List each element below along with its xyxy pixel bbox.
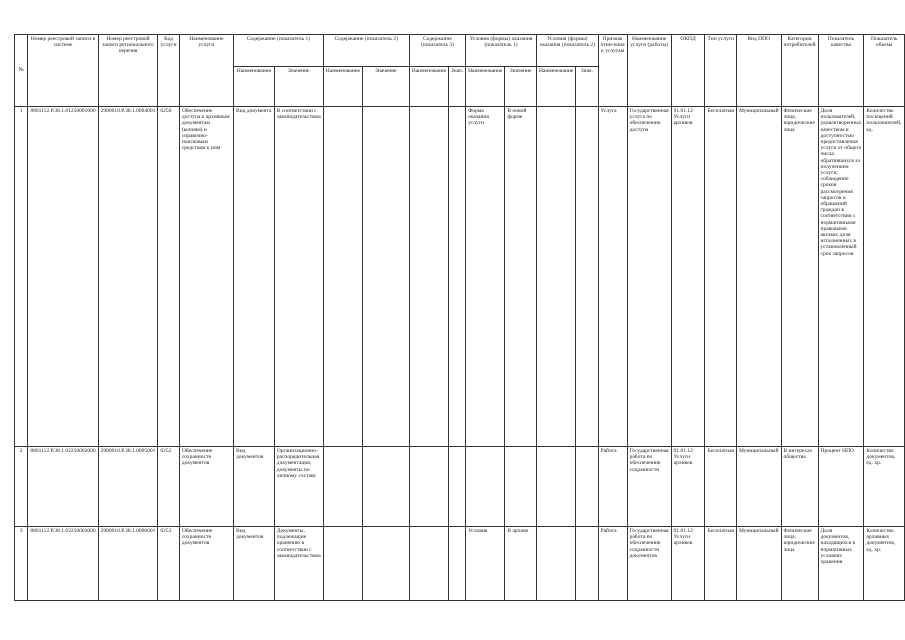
subheader-cond2-name: Наименование <box>536 67 575 107</box>
cell-service-name: Обеспечение доступа к архивным документам (копиям) и справочно-поисковым средствам к ним <box>179 107 233 447</box>
cell-quality: Доля документов, находящихся в нормативных условиях хранения <box>818 527 864 601</box>
cell-category: Физические лица, юридические лица <box>781 527 818 601</box>
cell-ppo: Муниципальный <box>736 527 781 601</box>
cell-okpd: 91.01.12 Услуги архивов <box>671 107 705 447</box>
cell-reg-num-regional: 2980010.P.38.1.0004001 <box>98 107 158 447</box>
cell-volume: Количество посещений пользователей, ед. <box>864 107 905 447</box>
cell-reg-num-regional: 2980010.P.38.1.0005001 <box>98 447 158 527</box>
cell-no: 1 <box>15 107 28 447</box>
cell-cond2-value <box>576 107 598 447</box>
header-quality: Показатель качества <box>818 35 864 107</box>
cell-c1-value: В соответствии с законодательством <box>274 107 323 447</box>
cell-okved: Государственная услуга по обеспечению доступа <box>627 107 671 447</box>
cell-c2-value <box>363 107 410 447</box>
header-cond2: Условия (формы) оказания (показатель 2) <box>536 35 598 67</box>
cell-type: Работа <box>598 527 627 601</box>
cell-okpd: 91.01.12 Услуги архивов <box>671 447 705 527</box>
cell-cond2-value <box>576 447 598 527</box>
cell-c3-name <box>409 107 448 447</box>
subheader-c2-name: Наименование <box>323 67 362 107</box>
cell-volume: Количество архивных документов, ед. хр. <box>864 527 905 601</box>
cell-payment: Бесплатная <box>705 447 736 527</box>
cell-c3-name <box>409 527 448 601</box>
header-okpd: ОКПД <box>671 35 705 107</box>
cell-no: 2 <box>15 447 28 527</box>
header-ppo: Вид ППО <box>736 35 781 107</box>
cell-service-name: Обеспечение сохранности документов <box>179 527 233 601</box>
cell-c2-value <box>363 527 410 601</box>
cell-c3-value <box>449 527 466 601</box>
subheader-c2-value: Значение <box>363 67 410 107</box>
cell-okpd: 91.01.12 Услуги архивов <box>671 527 705 601</box>
cell-okved: Государственная работа по обеспечению сохранности документов <box>627 527 671 601</box>
table-row <box>15 447 905 527</box>
subheader-cond1-name: Наименование <box>466 67 505 107</box>
header-okved: Наименование услуги (работы) <box>627 35 671 107</box>
registry-table-container <box>14 34 905 601</box>
header-service-code: Код услуги <box>158 35 179 107</box>
cell-cond1-value <box>505 447 537 527</box>
cell-c3-value <box>449 107 466 447</box>
cell-ppo: Муниципальный <box>736 447 781 527</box>
cell-cond2-value <box>576 527 598 601</box>
header-type: Признак отнесения к услугам <box>598 35 627 107</box>
cell-cond1-name: Форма оказания услуги <box>466 107 505 447</box>
cell-c2-name <box>323 107 362 447</box>
cell-cond1-value: В очной форме <box>505 107 537 447</box>
cell-reg-num-regional: 2980010.P.38.1.0006001 <box>98 527 158 601</box>
cell-category: В интересах общества <box>781 447 818 527</box>
header-content2: Содержание (показатель 2) <box>323 35 409 67</box>
cell-quality: Доля пользователей, удовлетворенных качеством и доступностью предоставления услуги от общего числа обратившихся за получением услуги; соблюдение сроков рассмотрения запросов и обращений граждан в соответствии с нормативными правовыми актами; доля исполненных в установленный срок запросов <box>818 107 864 447</box>
subheader-cond2-value: Знач. <box>576 67 598 107</box>
cell-reg-num: 8801112.P.38.1.01250001000 <box>28 107 98 447</box>
cell-okved: Государственная работа по обеспечению сохранности <box>627 447 671 527</box>
cell-cond1-value: В архиве <box>505 527 537 601</box>
table-row <box>15 107 905 447</box>
cell-category: Физические лица, юридические лица <box>781 107 818 447</box>
cell-payment: Бесплатная <box>705 107 736 447</box>
cell-cond1-name <box>466 447 505 527</box>
table-row <box>15 527 905 601</box>
cell-c2-name <box>323 447 362 527</box>
cell-volume: Количество документов, ед. хр. <box>864 447 905 527</box>
header-content3: Содержание (показатель 3) <box>409 35 465 67</box>
header-payment: Тип услуги <box>705 35 736 107</box>
cell-payment: Бесплатная <box>705 527 736 601</box>
cell-service-code: 0250 <box>158 107 179 447</box>
subheader-c3-name: Наименование <box>409 67 448 107</box>
cell-ppo: Муниципальный <box>736 107 781 447</box>
subheader-c1-value: Значение <box>274 67 323 107</box>
cell-c1-name: Вид документа <box>234 107 275 447</box>
cell-service-name: Обеспечение сохранности документов <box>179 447 233 527</box>
header-service-name: Наименование услуги <box>179 35 233 107</box>
cell-reg-num: 8801112.P.38.1.03250003000 <box>28 527 98 601</box>
cell-c1-value: Организационно-распорядительная документация, документы по личному составу <box>274 447 323 527</box>
cell-c1-name: Вид документов <box>234 527 275 601</box>
cell-c2-value <box>363 447 410 527</box>
cell-cond2-name <box>536 447 575 527</box>
cell-c3-value <box>449 447 466 527</box>
subheader-cond1-value: Значение <box>505 67 537 107</box>
cell-type: Услуга <box>598 107 627 447</box>
registry-table <box>14 34 905 601</box>
cell-cond2-name <box>536 107 575 447</box>
header-volume: Показатель объема <box>864 35 905 107</box>
cell-cond1-name: Условия <box>466 527 505 601</box>
header-reg-num: Номер реестровой записи в системе <box>28 35 98 107</box>
subheader-c3-value: Знач. <box>449 67 466 107</box>
cell-service-code: 0252 <box>158 447 179 527</box>
cell-c1-value: Документы, подлежащие хранению в соответствии с законодательством <box>274 527 323 601</box>
cell-service-code: 0253 <box>158 527 179 601</box>
cell-cond2-name <box>536 527 575 601</box>
cell-reg-num: 8801112.P.38.1.02250002000 <box>28 447 98 527</box>
cell-c1-name: Вид документов <box>234 447 275 527</box>
cell-no: 3 <box>15 527 28 601</box>
header-reg-num-regional: Номер реестровой записи регионального перечня <box>98 35 158 107</box>
cell-c3-name <box>409 447 448 527</box>
cell-c2-name <box>323 527 362 601</box>
header-cond1: Условия (формы) оказания (показатель 1) <box>466 35 537 67</box>
header-content1: Содержание (показатель 1) <box>234 35 324 67</box>
subheader-c1-name: Наименование <box>234 67 275 107</box>
header-category: Категории потребителей <box>781 35 818 107</box>
cell-type: Работа <box>598 447 627 527</box>
header-no: № <box>15 35 28 107</box>
cell-quality: Процент НПО <box>818 447 864 527</box>
